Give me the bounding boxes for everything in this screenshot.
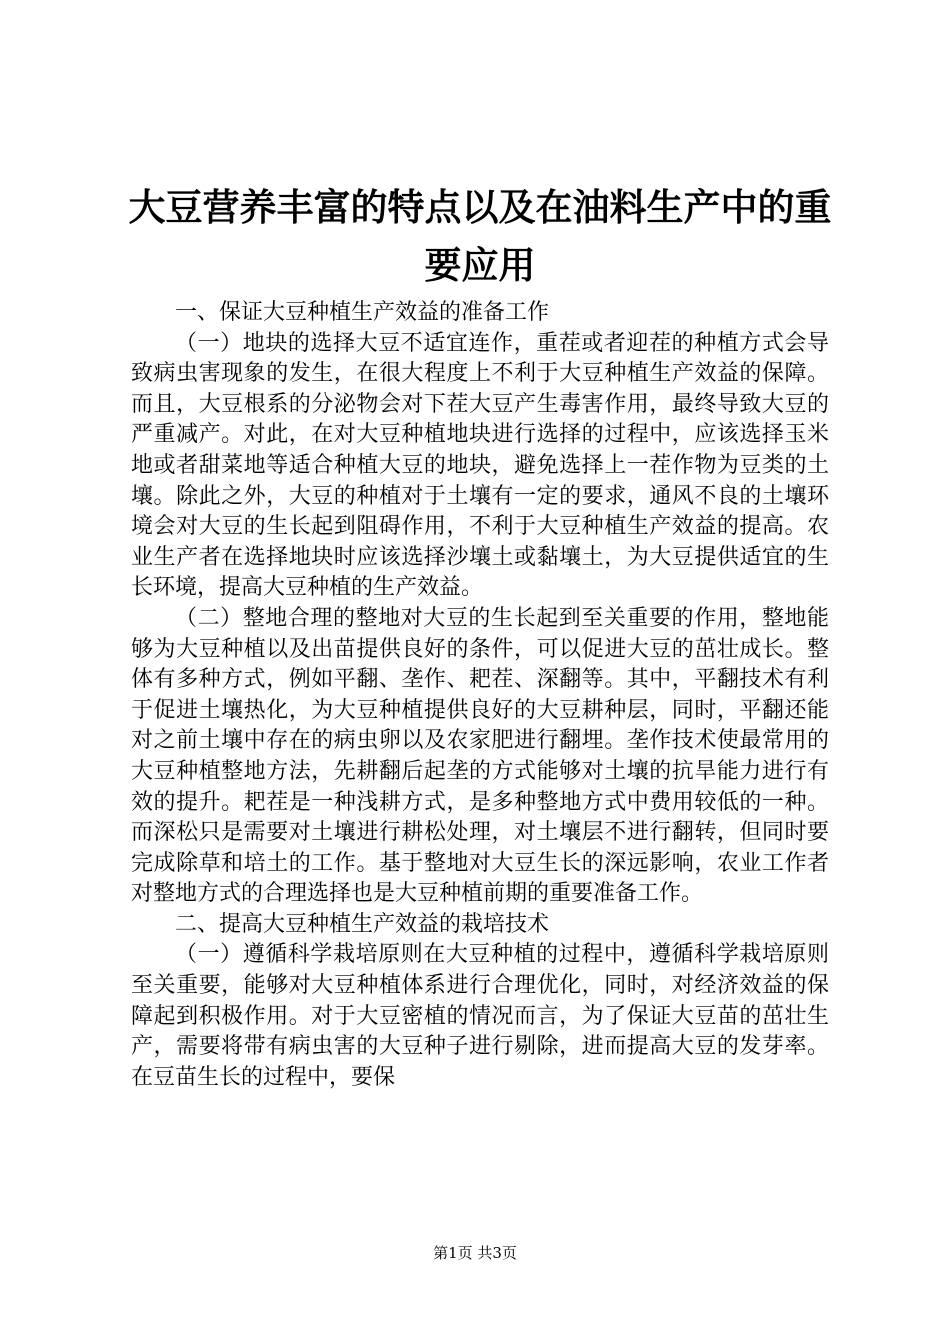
paragraph-1: （一）地块的选择大豆不适宜连作，重茬或者迎茬的种植方式会导致病虫害现象的发生，在很大程度上不利于大豆种植生产效益的保障。而且，大豆根系的分泌物会对下茬大豆产生毒害作用，最终导致大豆的严重减产。对此，在对大豆种植地块进行选择的过程中，应该选择玉米地或者甜菜地等适合种植大豆的地块，避免选择上一茬作物为豆类的土壤。除此之外，大豆的种植对于土壤有一定的要求，通风不良的土壤环境会对大豆的生长起到阻碍作用，不利于大豆种植生产效益的提高。农业生产者在选择地块时应该选择沙壤土或黏壤土，为大豆提供适宜的生长环境，提高大豆种植的生产效益。: [131, 330, 829, 601]
paragraph-2: （二）整地合理的整地对大豆的生长起到至关重要的作用，整地能够为大豆种植以及出苗提供良好的条件，可以促进大豆的茁壮成长。整体有多种方式，例如平翻、垄作、耙茬、深翻等。其中，平翻技术有利于促进土壤热化，为大豆种植提供良好的大豆耕种层，同时，平翻还能对之前土壤中存在的病虫卵以及农家肥进行翻埋。垄作技术使最常用的大豆种植整地方法，先耕翻后起垄的方式能够对土壤的抗旱能力进行有效的提升。耙茬是一种浅耕方式，是多种整地方式中费用较低的一种。而深松只是需要对土壤进行耕松处理，对土壤层不进行翻转，但同时要完成除草和培土的工作。基于整地对大豆生长的深远影响，农业工作者对整地方式的合理选择也是大豆种植前期的重要准备工作。: [131, 605, 829, 907]
document-title: 大豆营养丰富的特点以及在油料生产中的重要应用: [128, 185, 832, 287]
paragraph-3: （一）遵循科学栽培原则在大豆种植的过程中，遵循科学栽培原则至关重要，能够对大豆种植体系进行合理优化，同时，对经济效益的保障起到积极作用。对于大豆密植的情况而言，为了保证大豆苗的茁壮生产，需要将带有病虫害的大豆种子进行剔除，进而提高大豆的发芽率。在豆苗生长的过程中，要保: [131, 942, 829, 1090]
section-heading-2: 二、提高大豆种植生产效益的栽培技术: [175, 911, 550, 937]
page-number-footer: 第1页 共3页: [433, 1244, 517, 1262]
section-heading-1: 一、保证大豆种植生产效益的准备工作: [175, 300, 550, 325]
document-body: [131, 298, 829, 1093]
